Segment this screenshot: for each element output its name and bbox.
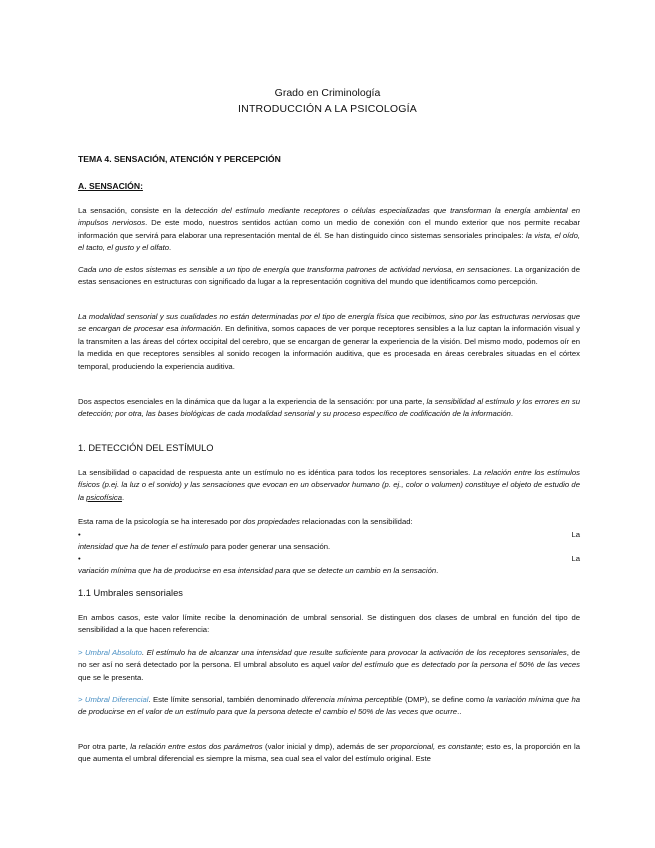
p8-text-b: , de no ser así no será detectado por la persona. El umbral absoluto es aquel bbox=[78, 648, 580, 670]
paragraph-sistemas bbox=[78, 264, 580, 289]
p4-text-c: . bbox=[510, 409, 514, 419]
p6-text-a: Esta rama de la psicología se ha interesado por bbox=[78, 517, 243, 526]
section-1-1-heading: 1.1 Umbrales sensoriales bbox=[78, 588, 183, 598]
p9-text-a: . Este límite sensorial, también denominado bbox=[148, 695, 302, 704]
p5-text-d: . bbox=[122, 492, 125, 502]
p4-text-a: Dos aspectos esenciales en la dinámica que da lugar a la experiencia de la sensación: por una parte, bbox=[78, 397, 427, 406]
paragraph-umbral-diferencial bbox=[78, 694, 580, 719]
paragraph-sensibilidad bbox=[78, 467, 580, 504]
bullet-mark: • bbox=[78, 554, 81, 563]
bullet-1-continuation bbox=[78, 541, 580, 553]
p10-text-b: la relación entre estos dos parámetros bbox=[130, 742, 263, 751]
bullet-2-line bbox=[78, 553, 580, 565]
p3-text-a: La modalidad sensorial y sus cualidades no están determinadas por el tipo de energía física que recibimos, sino por las estructuras nerviosas que se encargan de procesar esa información bbox=[78, 312, 580, 334]
bullet-1-text-b: que ha de tener el estímulo bbox=[113, 542, 209, 551]
bullet-2-right-text: La bbox=[571, 554, 580, 563]
bullet-1-right-text: La bbox=[571, 530, 580, 539]
p1-text-a: La sensación, consiste en la bbox=[78, 206, 185, 215]
p2-text-a: Cada uno de estos sistemas es sensible a un tipo de energía que transforma patrones de actividad nerviosa, en sensaciones bbox=[78, 265, 510, 274]
p10-text-d: proporcional, es constante bbox=[390, 742, 482, 751]
bullet-2-continuation bbox=[78, 565, 580, 577]
paragraph-umbrales: En ambos casos, este valor límite recibe la denominación de umbral sensorial. Se distinguen dos clases de umbral en función del tipo de sensibilidad a la que hacen referencia: bbox=[78, 613, 580, 635]
bullet-1-line bbox=[78, 529, 580, 541]
p1-text-d: la vista, el oído, el tacto, el gusto y el olfato bbox=[78, 230, 580, 253]
p9-text-b: diferencia mínima perceptible bbox=[301, 695, 403, 704]
p1-text-c: . De este modo, nuestros sentidos actúan como un medio de conexión con el mundo exterior que nos permite recabar información que servirá para elaborar una representación mental de él. Se han distinguido cinco sistemas sensoriales principales: bbox=[78, 218, 581, 240]
paragraph-umbral-absoluto bbox=[78, 647, 580, 684]
p10-text-a: Por otra parte, bbox=[78, 742, 131, 751]
p9-text-e: .. bbox=[457, 707, 462, 717]
p5-text-b: La relación entre los estímulos físicos (p.ej. la luz o el sonido) y las sensaciones que evocan en un observador humano (p. ej., color o volumen) constituye el objeto de estudio de la bbox=[78, 468, 581, 502]
bullet-2-text-b: que ha de producirse en esa intensidad para que se detecte un cambio en la sensación bbox=[136, 566, 437, 575]
degree-title: Grado en Criminología bbox=[274, 87, 381, 99]
p3-text-b: . En definitiva, somos capaces de ver porque receptores sensibles a la luz captan la información visual y la transmiten a las áreas del córtex occipital del cerebro, que se encargan de generar la experiencia de la visión. Del mismo modo, podemos oír en la medida en que receptores sensibles al sonido recogen la información auditiva, que es procesada en áreas cerebrales situadas en el córtex temporal, produciendo la experiencia auditiva. bbox=[78, 324, 580, 371]
umbral-absoluto-label: > Umbral Absoluto bbox=[78, 648, 142, 657]
umbral-diferencial-label: > Umbral Diferencial bbox=[78, 695, 149, 704]
p10-text-e: ; esto es, la proporción en la que aumenta el umbral diferencial es siempre la misma, sea cual sea el valor del estímulo original. Este bbox=[78, 742, 581, 764]
p2-text-b: . La organización de estas sensaciones en estructuras con significado da lugar a la representación cognitiva del mundo que identificamos como percepción. bbox=[78, 265, 580, 287]
paragraph-modalidad bbox=[78, 311, 580, 373]
paragraph-aspectos bbox=[78, 396, 580, 421]
section-1-heading: 1. DETECCIÓN DEL ESTÍMULO bbox=[78, 443, 214, 453]
section-a-heading: A. SENSACIÓN: bbox=[78, 181, 143, 191]
p9-text-c: (DMP), se define como bbox=[402, 695, 487, 704]
psicofisica-term: psicofísica bbox=[86, 492, 123, 502]
p6-text-b: dos propiedades bbox=[242, 517, 300, 526]
p5-text-a: La sensibilidad o capacidad de respuesta ante un estímulo no es idéntica para todos los receptores sensoriales. bbox=[78, 468, 474, 477]
paragraph-relacion bbox=[78, 741, 580, 766]
p8-text-d: que se le presenta. bbox=[78, 672, 144, 682]
p6-text-c: relacionadas con la sensibilidad: bbox=[299, 517, 413, 526]
p1-text-e: . bbox=[169, 243, 172, 253]
bullet-2-text-a: variación mínima bbox=[78, 566, 137, 575]
paragraph-sensacion bbox=[78, 205, 580, 255]
p4-text-b: la sensibilidad al estímulo y los errores en su detección; por otra, las bases biológicas de cada modalidad sensorial y su proceso específico de codificación de la información bbox=[78, 397, 580, 419]
bullet-2-text-c: . bbox=[436, 566, 439, 575]
bullet-1-text-a: intensidad bbox=[78, 542, 114, 551]
p8-text-a: . El estímulo ha de alcanzar una intensidad que resulte suficiente para provocar la activación de los receptores sensoriales bbox=[141, 648, 567, 657]
course-title: INTRODUCCIÓN A LA PSICOLOGÍA bbox=[238, 103, 417, 115]
p9-text-d: la variación mínima que ha de producirse en el valor de un estímulo para que la persona detecte el cambio el 50% de las veces que ocurre bbox=[78, 695, 580, 717]
p1-text-b: detección del estímulo mediante receptores o células especializadas que transforman la energía ambiental en impulsos nerviosos bbox=[78, 206, 580, 228]
topic-title: TEMA 4. SENSACIÓN, ATENCIÓN Y PERCEPCIÓN bbox=[78, 154, 281, 164]
bullet-1-text-c: para poder generar una sensación. bbox=[208, 542, 331, 551]
p10-text-c: (valor inicial y dmp), además de ser bbox=[262, 742, 391, 751]
bullet-mark: • bbox=[78, 530, 81, 539]
paragraph-rama bbox=[78, 516, 580, 528]
p8-text-c: valor del estímulo que es detectado por la persona el 50% de las veces bbox=[332, 660, 580, 670]
